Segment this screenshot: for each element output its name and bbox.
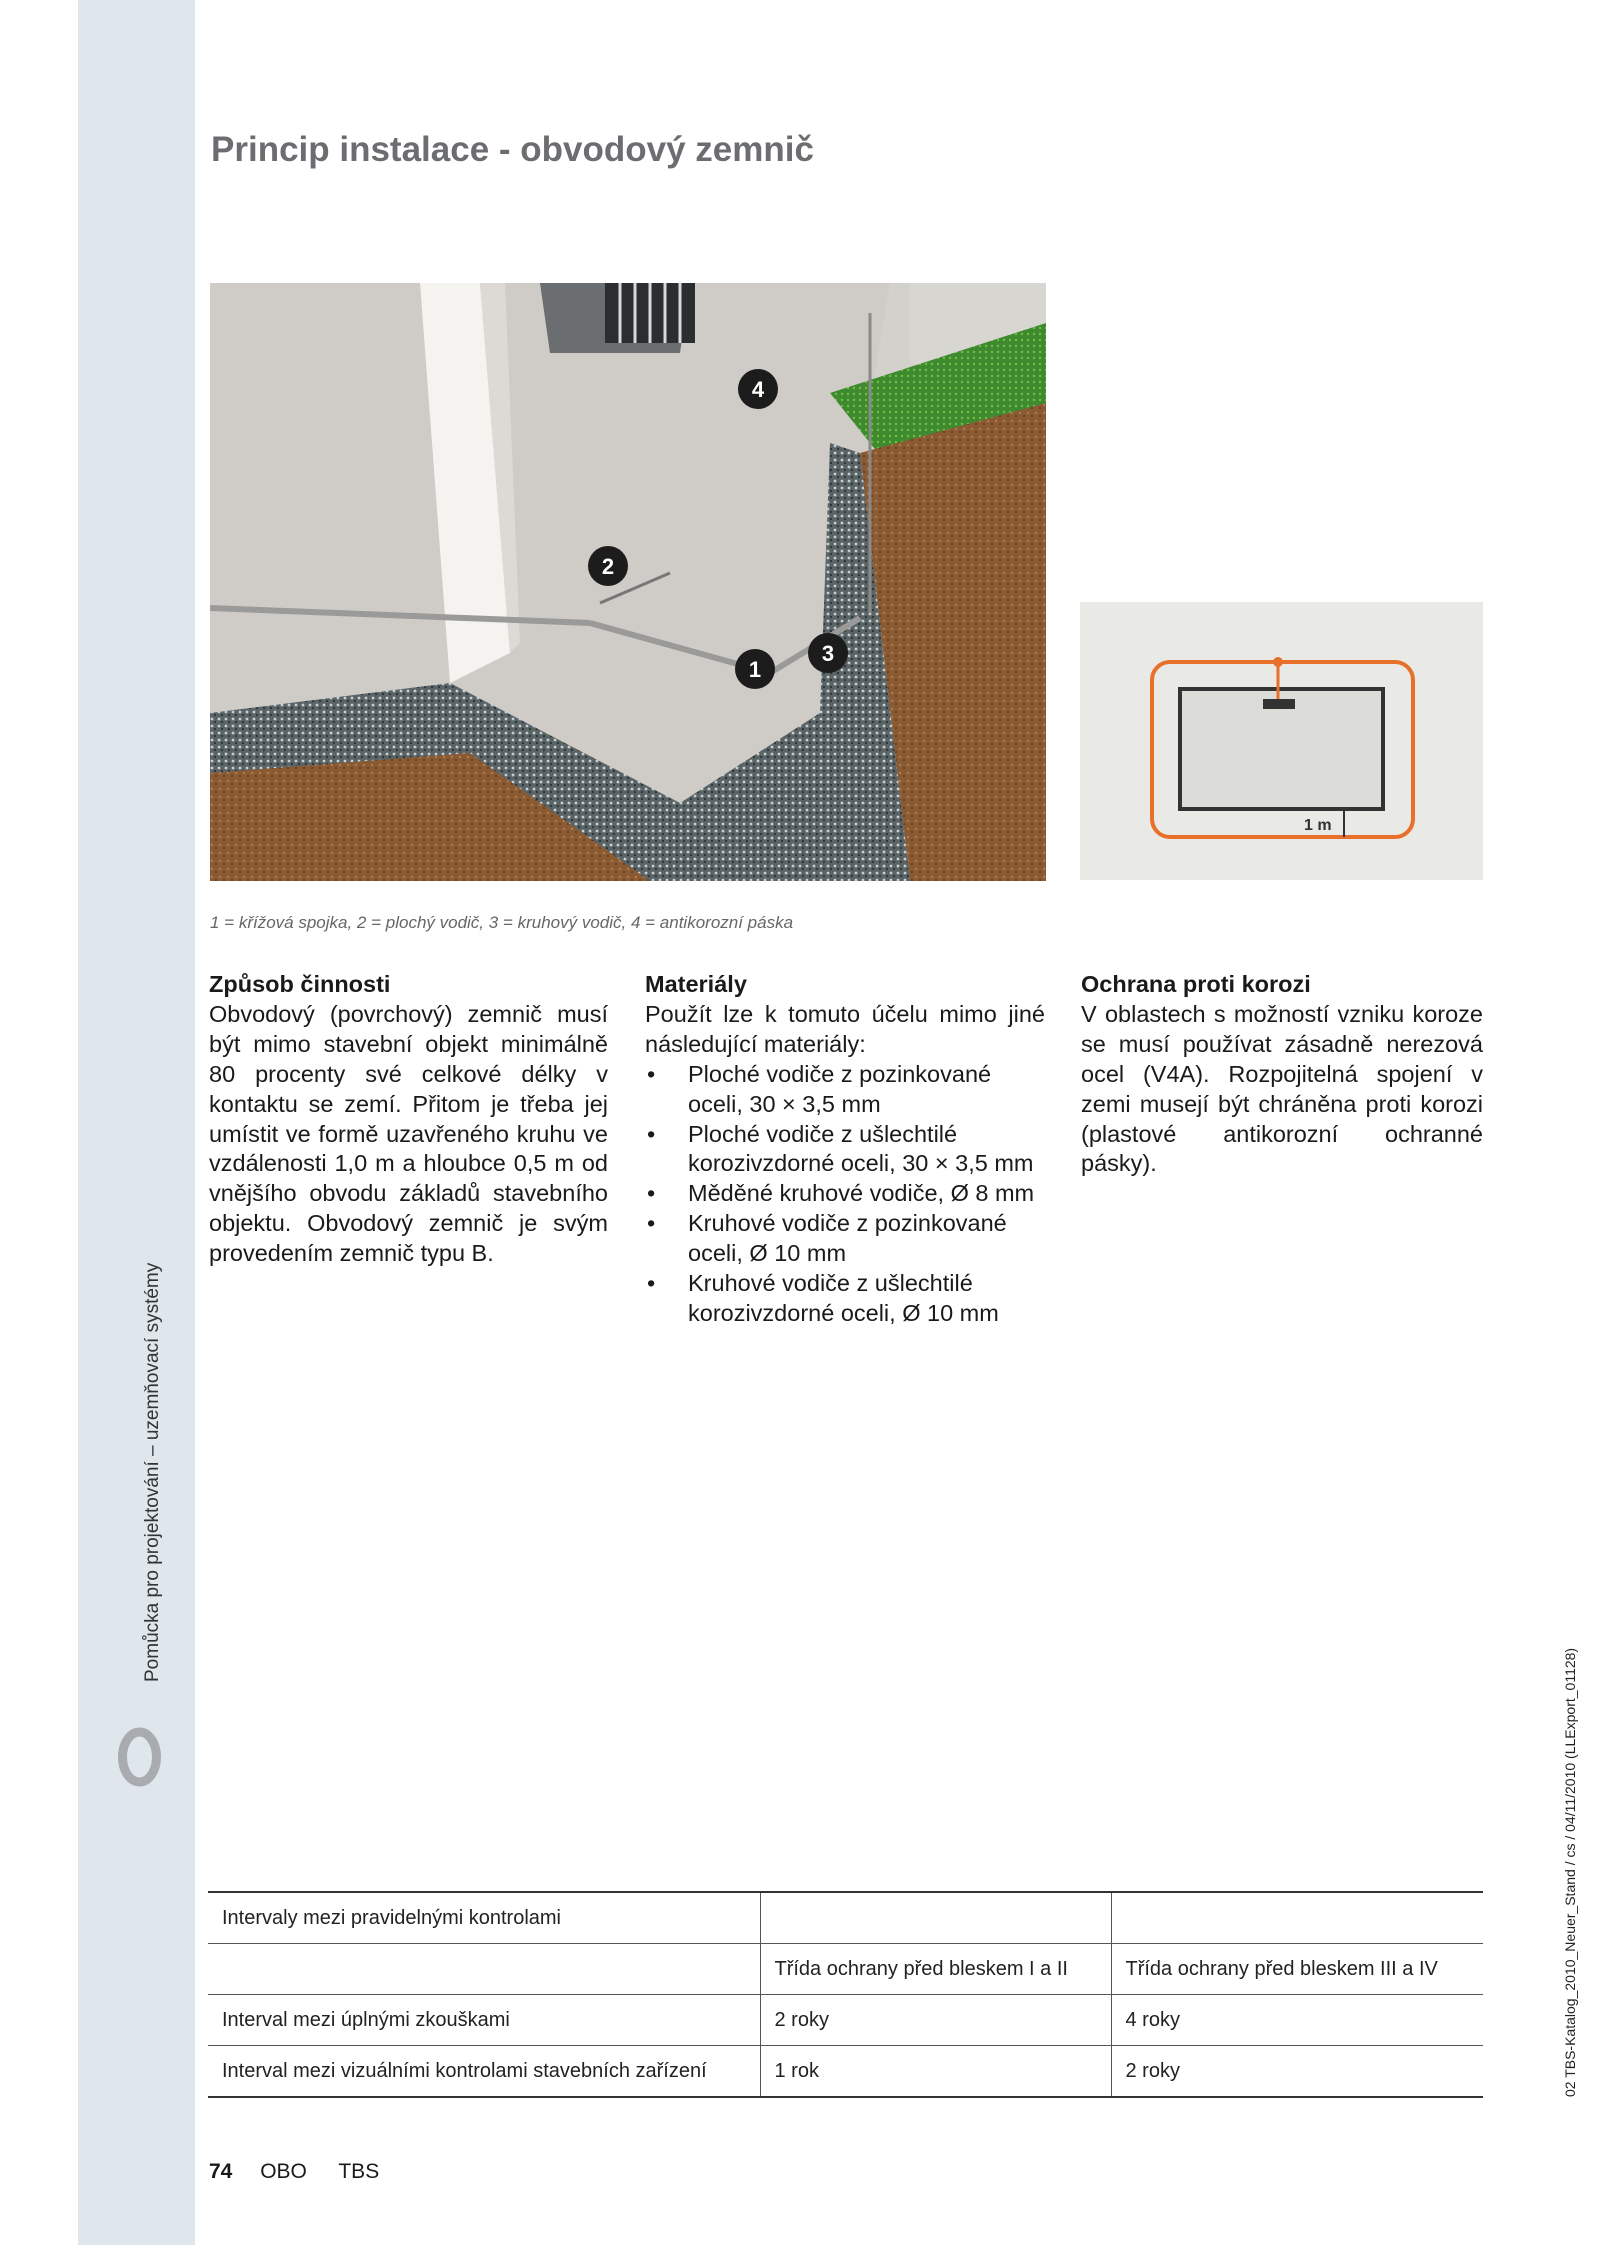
page-footer [209, 2160, 379, 2184]
table-cell: 2 roky [1125, 2059, 1180, 2082]
table-header-row [208, 1944, 1483, 1995]
table-cell [1111, 1892, 1483, 1944]
list-item: • Kruhové vodiče z ušlechtilé korozivzdorné oceli, Ø 10 mm [645, 1269, 1045, 1329]
materials-intro: Použít lze k tomuto účelu mimo jiné následující materiály: [645, 1000, 1045, 1057]
footer-brand-tbs: TBS [338, 2160, 380, 2183]
table-title: Intervaly mezi pravidelnými kontrolami [208, 1892, 760, 1944]
export-meta: 02 TBS-Katalog_2010_Neuer_Stand / cs / 04/11/2010 (LLExport_01128) [1562, 1647, 1578, 2097]
operation-heading: Způsob činnosti [209, 971, 391, 997]
marker-1-label: 1 [748, 657, 762, 682]
page-title: Princip instalace - obvodový zemnič [211, 130, 814, 169]
table-cell: 2 roky [760, 1995, 1111, 2046]
installation-illustration [210, 283, 1046, 881]
table-header-cell: Třída ochrany před bleskem I a II [760, 1944, 1111, 1995]
marker-2-label: 2 [601, 554, 615, 579]
table-cell: 1 rok [760, 2046, 1111, 2098]
table-row [208, 2046, 1483, 2098]
operation-text: Obvodový (povrchový) zemnič musí být mimo stavební objekt minimálně 80 procenty své celkové délky v kontaktu se zemí. Přitom je třeba jej umístit ve formě uzavřeného kruhu ve vzdálenosti 1,0 m a hloubce 0,5 m od vnějšího obvodu základů stavebního objektu. Obvodový zemnič je svým provedením zemnič typu B. [209, 1000, 608, 1267]
materials-heading: Materiály [645, 971, 747, 997]
list-item: • Ploché vodiče z pozinkované oceli, 30 × 3,5 mm [645, 1060, 1045, 1120]
table-cell [760, 1892, 1111, 1944]
materials-list [645, 1060, 1045, 1329]
corrosion-text: V oblastech s možností vzniku koroze se musí používat zásadně nerezová ocel (V4A). Rozpojitelná spojení v zemi musejí být chráněna proti korozi (plastové antikorozní ochranné pásky). [1081, 1000, 1483, 1177]
column-operation [209, 970, 608, 1269]
table-row [208, 1995, 1483, 2046]
marker-3-label: 3 [821, 641, 835, 666]
table-header-cell: Třída ochrany před bleskem III a IV [1125, 1957, 1438, 1980]
corrosion-heading: Ochrana proti korozi [1081, 971, 1311, 997]
list-item: • Měděné kruhové vodiče, Ø 8 mm [645, 1179, 1045, 1209]
list-item: • Ploché vodiče z ušlechtilé korozivzdorné oceli, 30 × 3,5 mm [645, 1120, 1045, 1180]
table-cell: Interval mezi úplnými zkouškami [208, 1995, 760, 2046]
figure-caption: 1 = křížová spojka, 2 = plochý vodič, 3 = kruhový vodič, 4 = antikorozní páska [210, 913, 794, 932]
obo-logo-icon [117, 1726, 162, 1788]
table-header-cell [208, 1944, 760, 1995]
table-cell: 4 roky [1125, 2008, 1180, 2031]
list-item: • Kruhové vodiče z pozinkované oceli, Ø 10 mm [645, 1209, 1045, 1269]
table-cell: Interval mezi vizuálními kontrolami stavebních zařízení [208, 2046, 760, 2098]
marker-4-label: 4 [751, 377, 765, 402]
page-number: 74 [209, 2160, 233, 2183]
sidebar-section-label: Pomůcka pro projektování – uzemňovací systémy [142, 1262, 163, 1682]
inspection-intervals-table [208, 1891, 1483, 2098]
inset-distance-label: 1 m [1304, 817, 1332, 834]
column-corrosion [1081, 970, 1483, 1179]
column-materials [645, 970, 1045, 1329]
table-title-row [208, 1892, 1483, 1944]
footer-brand-obo: OBO [260, 2160, 307, 2183]
sidebar-band [78, 0, 195, 2245]
ring-earth-plan-diagram [1080, 602, 1483, 880]
